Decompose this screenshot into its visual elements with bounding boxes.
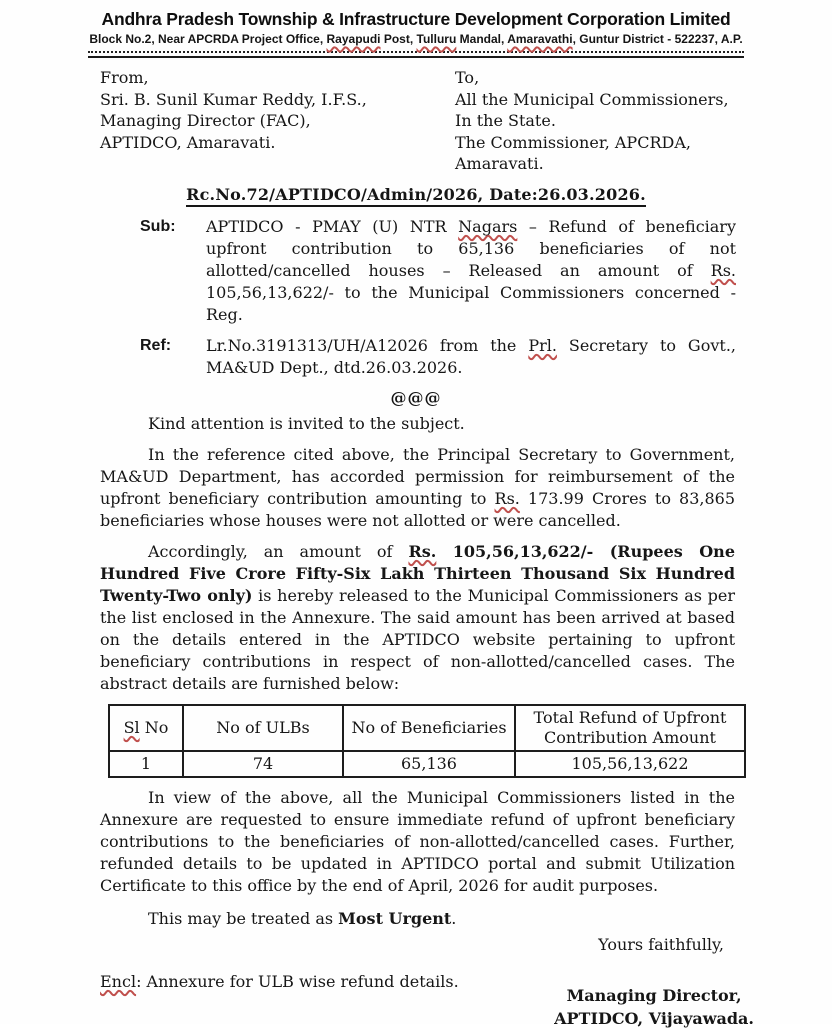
from-line: Managing Director (FAC), <box>100 111 311 130</box>
subject-text: APTIDCO - PMAY (U) NTR Nagars – Refund of beneficiary upfront contribution to 65,136 beneficiaries of not allotted/cancelled houses – Released an amount of Rs. 105,56,13,622/- to the Municipal Commissioners concerned - Reg. <box>206 216 736 324</box>
urgent-line: This may be treated as Most Urgent. <box>148 908 457 928</box>
reference-block <box>140 335 736 379</box>
from-address <box>100 67 455 175</box>
body-paragraph-3: In view of the above, all the Municipal Commissioners listed in the Annexure are requested to ensure immediate refund of upfront beneficiary contributions to the beneficiaries of non-allotted/cancelled cases. Further, refunded details to be updated in APTIDCO portal and submit Utilization Certificate to this office by the end of April, 2026 for audit purposes. <box>100 787 735 895</box>
subject-label: Sub: <box>140 217 176 235</box>
table-cell-ulbs: 74 <box>183 751 343 777</box>
reference-number-text: Rc.No.72/APTIDCO/Admin/2026, Date:26.03.2026. <box>186 185 646 207</box>
divider-dotted-line <box>88 51 744 53</box>
subject-block <box>140 216 736 326</box>
enclosure-line: Encl: Annexure for ULB wise refund details. <box>100 971 459 991</box>
table-header-total-refund: Total Refund of Upfront Contribution Amount <box>515 705 745 751</box>
closing-row <box>100 958 754 1030</box>
to-label: To, <box>455 68 480 87</box>
table-header-beneficiaries: No of Beneficiaries <box>343 705 515 751</box>
table-cell-total-refund: 105,56,13,622 <box>515 751 745 777</box>
yours-faithfully-line: Yours faithfully, <box>598 934 724 954</box>
body-paragraph-2: Accordingly, an amount of Rs. 105,56,13,622/- (Rupees One Hundred Five Crore Fifty-Six Lakh Thirteen Thousand Six Hundred Twenty-Two only) is hereby released to the Municipal Commissioners as per the list enclosed in the Annexure. The said amount has been arrived at based on the details entered in the APTIDCO website pertaining to upfront beneficiary contributions in respect of non-allotted/cancelled cases. The abstract details are furnished below: <box>100 541 736 693</box>
abstract-table <box>108 704 746 778</box>
table-cell-slno: 1 <box>109 751 183 777</box>
reference-label: Ref: <box>140 336 172 354</box>
table-row <box>109 751 745 777</box>
salutation-line: Kind attention is invited to the subject. <box>148 413 465 433</box>
at-separator-mark: @@@ <box>390 387 442 407</box>
org-address: Block No.2, Near APCRDA Project Office, Rayapudi Post, Tulluru Mandal, Amaravathi, Guntur District - 522237, A.P. <box>89 32 743 46</box>
to-line: Amaravati. <box>455 154 544 173</box>
from-line: Sri. B. Sunil Kumar Reddy, I.F.S., <box>100 89 367 109</box>
body-paragraph-1: In the reference cited above, the Principal Secretary to Government, MA&UD Department, has accorded permission for reimbursement of the upfront beneficiary contribution amounting to Rs. 173.99 Crores to 83,865 beneficiaries whose houses were not allotted or were cancelled. <box>100 444 736 530</box>
reference-text: Lr.No.3191313/UH/A12026 from the Prl. Secretary to Govt., MA&UD Dept., dtd.26.03.2026. <box>206 335 736 377</box>
signature-org: APTIDCO, Vijayawada. <box>554 1008 754 1028</box>
to-address <box>455 67 742 175</box>
table-header-row <box>109 705 745 751</box>
to-line: All the Municipal Commissioners, <box>455 89 729 109</box>
table-header-ulbs: No of ULBs <box>183 705 343 751</box>
table-header-slno: Sl No <box>109 705 183 751</box>
reference-number-line <box>0 184 832 206</box>
org-title: Andhra Pradesh Township & Infrastructure Development Corporation Limited <box>101 9 731 29</box>
from-line: APTIDCO, Amaravati. <box>100 132 276 152</box>
to-line: The Commissioner, APCRDA, <box>455 132 691 152</box>
signature-title: Managing Director, <box>566 985 742 1005</box>
from-label: From, <box>100 68 149 87</box>
address-block <box>100 67 742 175</box>
signature-block <box>554 984 754 1030</box>
table-cell-beneficiaries: 65,136 <box>343 751 515 777</box>
divider-solid-line <box>88 56 744 58</box>
to-line: In the State. <box>455 111 556 130</box>
letterhead-divider <box>88 51 744 58</box>
